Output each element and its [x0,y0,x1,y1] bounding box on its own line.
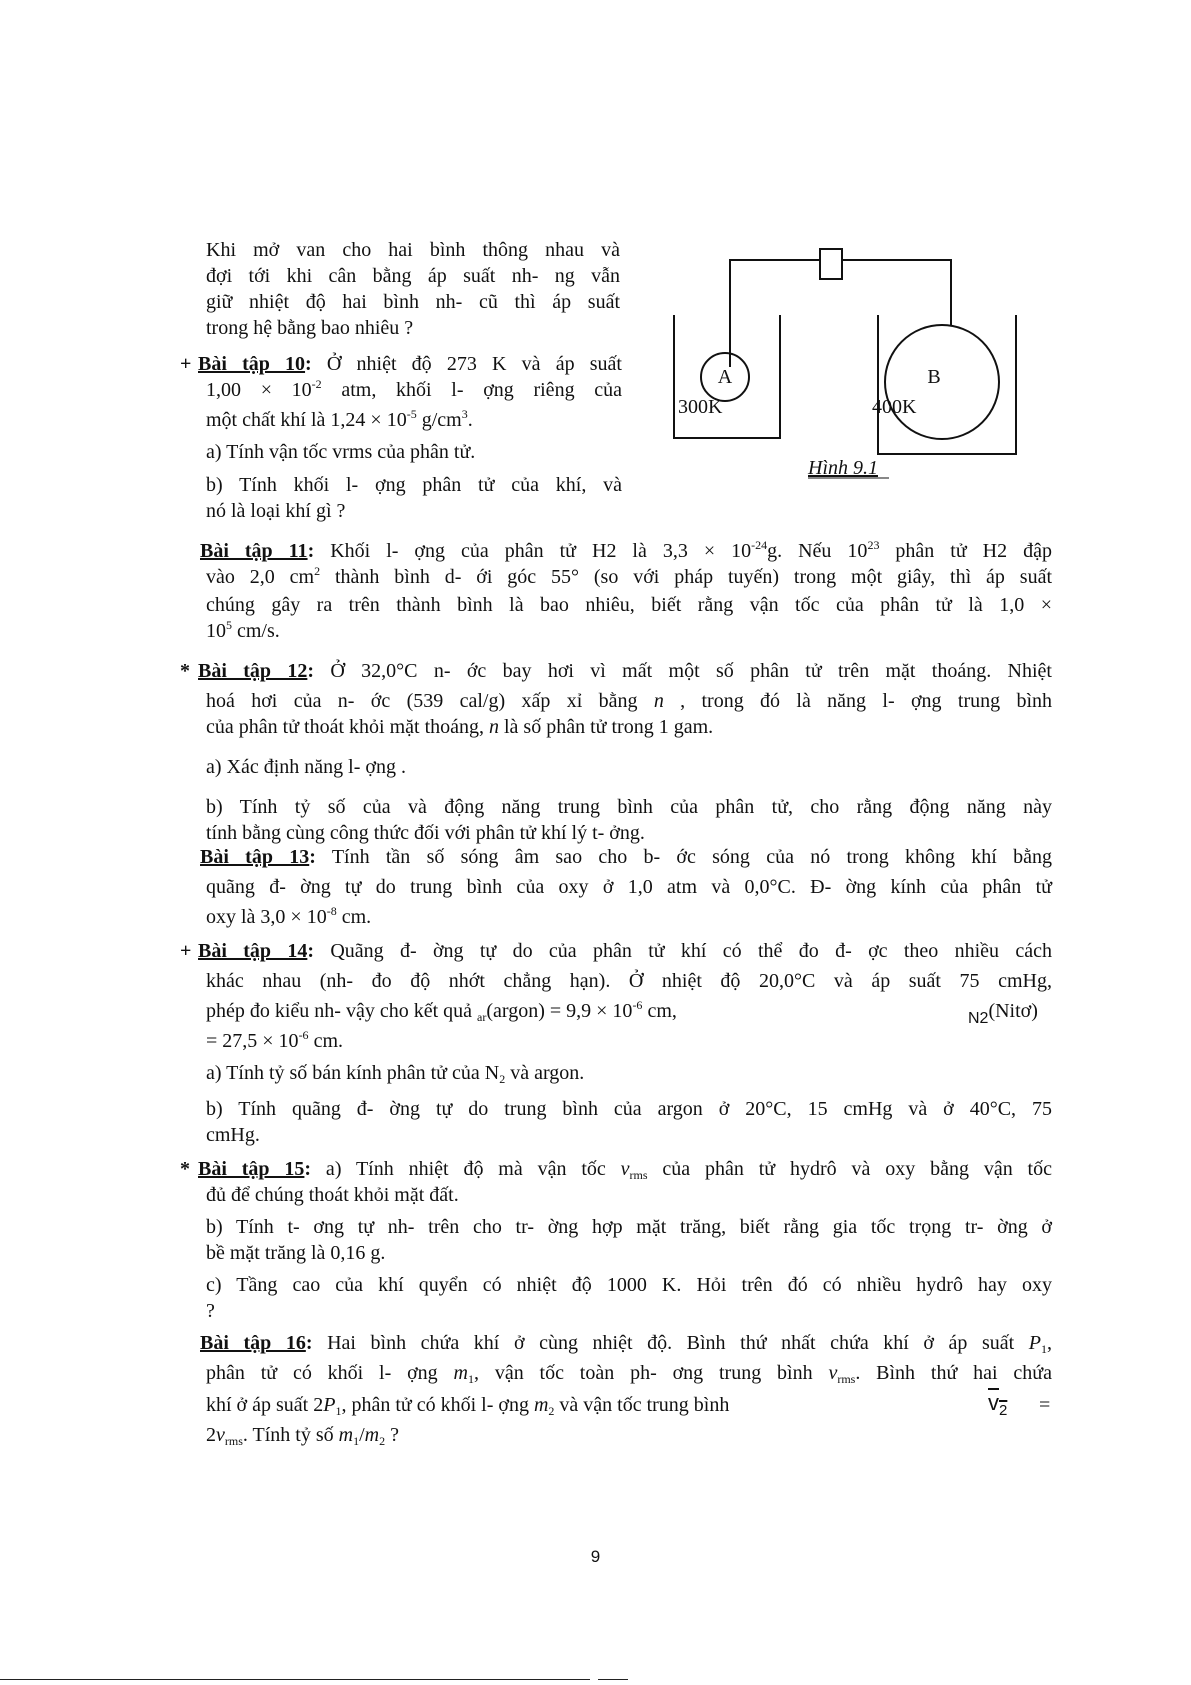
bulb-b [885,325,999,439]
footer-rule-short [598,1679,628,1680]
temp-a-label: 300K [678,396,723,418]
exercise-12-marker: * [180,660,190,682]
intro-line-2: đợi tới khi cân bằng áp suất nh- ng vẫn [206,265,620,287]
exercise-14-label: Bài tập 14 [198,940,308,962]
exercise-12: * Bài tập 12: Ở 32,0°C n- ớc bay hơi vì mất một số phân tử trên mặt thoáng. Nhiệt hoá hơi của n- ớc (539 cal/g) xấp xỉ bằng n , trong đó là năng l- ợng trung bình của phân tử thoát khỏi mặt thoáng, n là số phân tử trong 1 gam. a) Xác định năng l- ợng . b) Tính tỷ số của và động năng trung bình của phân tử, cho rằng động năng này tính bằng cùng công thức đối với phân tử khí lý t- ởng. [180,660,1052,844]
exercise-15: * Bài tập 15: a) Tính nhiệt độ mà vận tốc $v_{rms}$ của phân tử hydrô và oxy bằng vận tốc đủ để chúng thoát khỏi mặt đất. b) Tính t- ơng tự nh- trên cho tr- ờng hợp mặt trăng, biết rằng gia tốc trọng tr- ờng ở bề mặt trăng là 0,16 g. c) Tầng cao của khí quyển có nhiệt độ 1000 K. Hỏi trên đó có nhiều hydrô hay oxy ? [180,1158,1052,1322]
exercise-11: Bài tập 11: Khối l- ợng của phân tử H2 là $3,3 \times 10^{-24}g$. Nếu $10^{23}$ phân tử H2 đập vào 2,0 $cm^2$ thành bình d- ới góc 55° (so với pháp tuyến) trong một giây, thì áp suất chúng gây ra trên thành bình là bao nhiêu, biết rằng vận tốc của phân tử là 1,0 × $10^5$ cm/s. [200,538,1052,642]
exercise-12-part-b-2: tính bằng cùng công thức đối với phân tử khí lý t- ởng. [206,822,645,844]
exercise-14-marker: + [180,940,192,962]
exercise-13: Bài tập 13: Tính tần số sóng âm sao cho b- ớc sóng của nó trong không khí bằng quãng đ- ờng tự do trung bình của oxy ở 1,0 atm và 0,0°C. Đ- ờng kính của phân tử oxy là $3,0 \times 10^{-8}$ cm. [200,846,1052,928]
temp-b-label: 400K [872,396,917,418]
exercise-10-part-b-2: nó là loại khí gì ? [206,500,346,522]
exercise-16: Bài tập 16: Hai bình chứa khí ở cùng nhiệt độ. Bình thứ nhất chứa khí ở áp suất $P_1$, phân tử có khối l- ợng $m_1$, vận tốc toàn ph- ơng trung bình $v_{rms}$. Bình thứ hai chứa khí ở áp suất $2P_1$, phân tử có khối l- ợng $m_2$ và vận tốc trung bình $v_2$ = $2v_{rms}$. Tính tỷ số $m_1/m_2$ ? [200,1332,1052,1448]
exercise-12-part-a: a) Xác định năng l- ợng . [206,756,406,778]
bulb-b-label: B [927,366,941,388]
v2-bar-symbol: $v_2$ [988,1390,1008,1419]
intro-paragraph [206,237,620,341]
exercise-12-label: Bài tập 12 [198,660,308,682]
intro-line-4: trong hệ bằng bao nhiêu ? [206,317,414,339]
container-right [878,315,1016,454]
valve [820,249,842,279]
page-number: 9 [590,1547,601,1566]
exercise-15-label: Bài tập 15 [198,1158,305,1180]
exercise-12-part-b-1: b) Tính tỷ số của và động năng trung bình của phân tử, cho rằng động năng này [206,796,1052,818]
exercise-13-label: Bài tập 13 [200,846,310,868]
exercise-10-label: Bài tập 10 [198,353,306,375]
intro-line-1: Khi mở van cho hai bình thông nhau và [206,239,620,261]
exercise-10-part-a: a) Tính vận tốc vrms của phân tử. [206,441,476,463]
exercise-15-marker: * [180,1158,190,1180]
exercise-10: + Bài tập 10: Ở nhiệt độ 273 K và áp suất $1,00 \times 10^{-2}$ atm, khối l- ợng riêng của một chất khí là $1,24 \times 10^{-5}$ $g/cm^3$. a) Tính vận tốc vrms của phân tử. b) Tính khối l- ợng phân tử của khí, và nó là loại khí gì ? [180,353,623,522]
footer-rule [0,1679,590,1680]
exercise-10-marker: + [180,353,192,375]
bulb-a-label: A [717,366,733,388]
figure-caption: Hình 9.1 [808,457,878,479]
exercise-10-part-b-1: b) Tính khối l- ợng phân tử của khí, và [206,474,622,496]
exercise-11-label: Bài tập 11 [200,540,308,562]
figure-two-containers [660,240,1030,490]
exercise-14: + Bài tập 14: Quãng đ- ờng tự do của phân tử khí có thể đo đ- ợc theo nhiều cách khác nhau (nh- đo độ nhớt chẳng hạn). Ở nhiệt độ 20,0°C và áp suất 75 cmHg, phép đo kiểu nh- vậy cho kết quả $_{ar}$(argon) = $9,9 \times 10^{-6}$ cm, $_{N2}$(Nitơ) = $27,5 \times 10^{-6}$ cm. a) Tính tỷ số bán kính phân tử của $N_2$ và argon. b) Tính quãng đ- ờng tự do trung bình của argon ở 20°C, 15 cmHg và ở 40°C, 75 cmHg. [180,940,1052,1146]
intro-line-3: giữ nhiệt độ hai bình nh- cũ thì áp suất [206,291,620,313]
exercise-16-label: Bài tập 16 [200,1332,306,1354]
